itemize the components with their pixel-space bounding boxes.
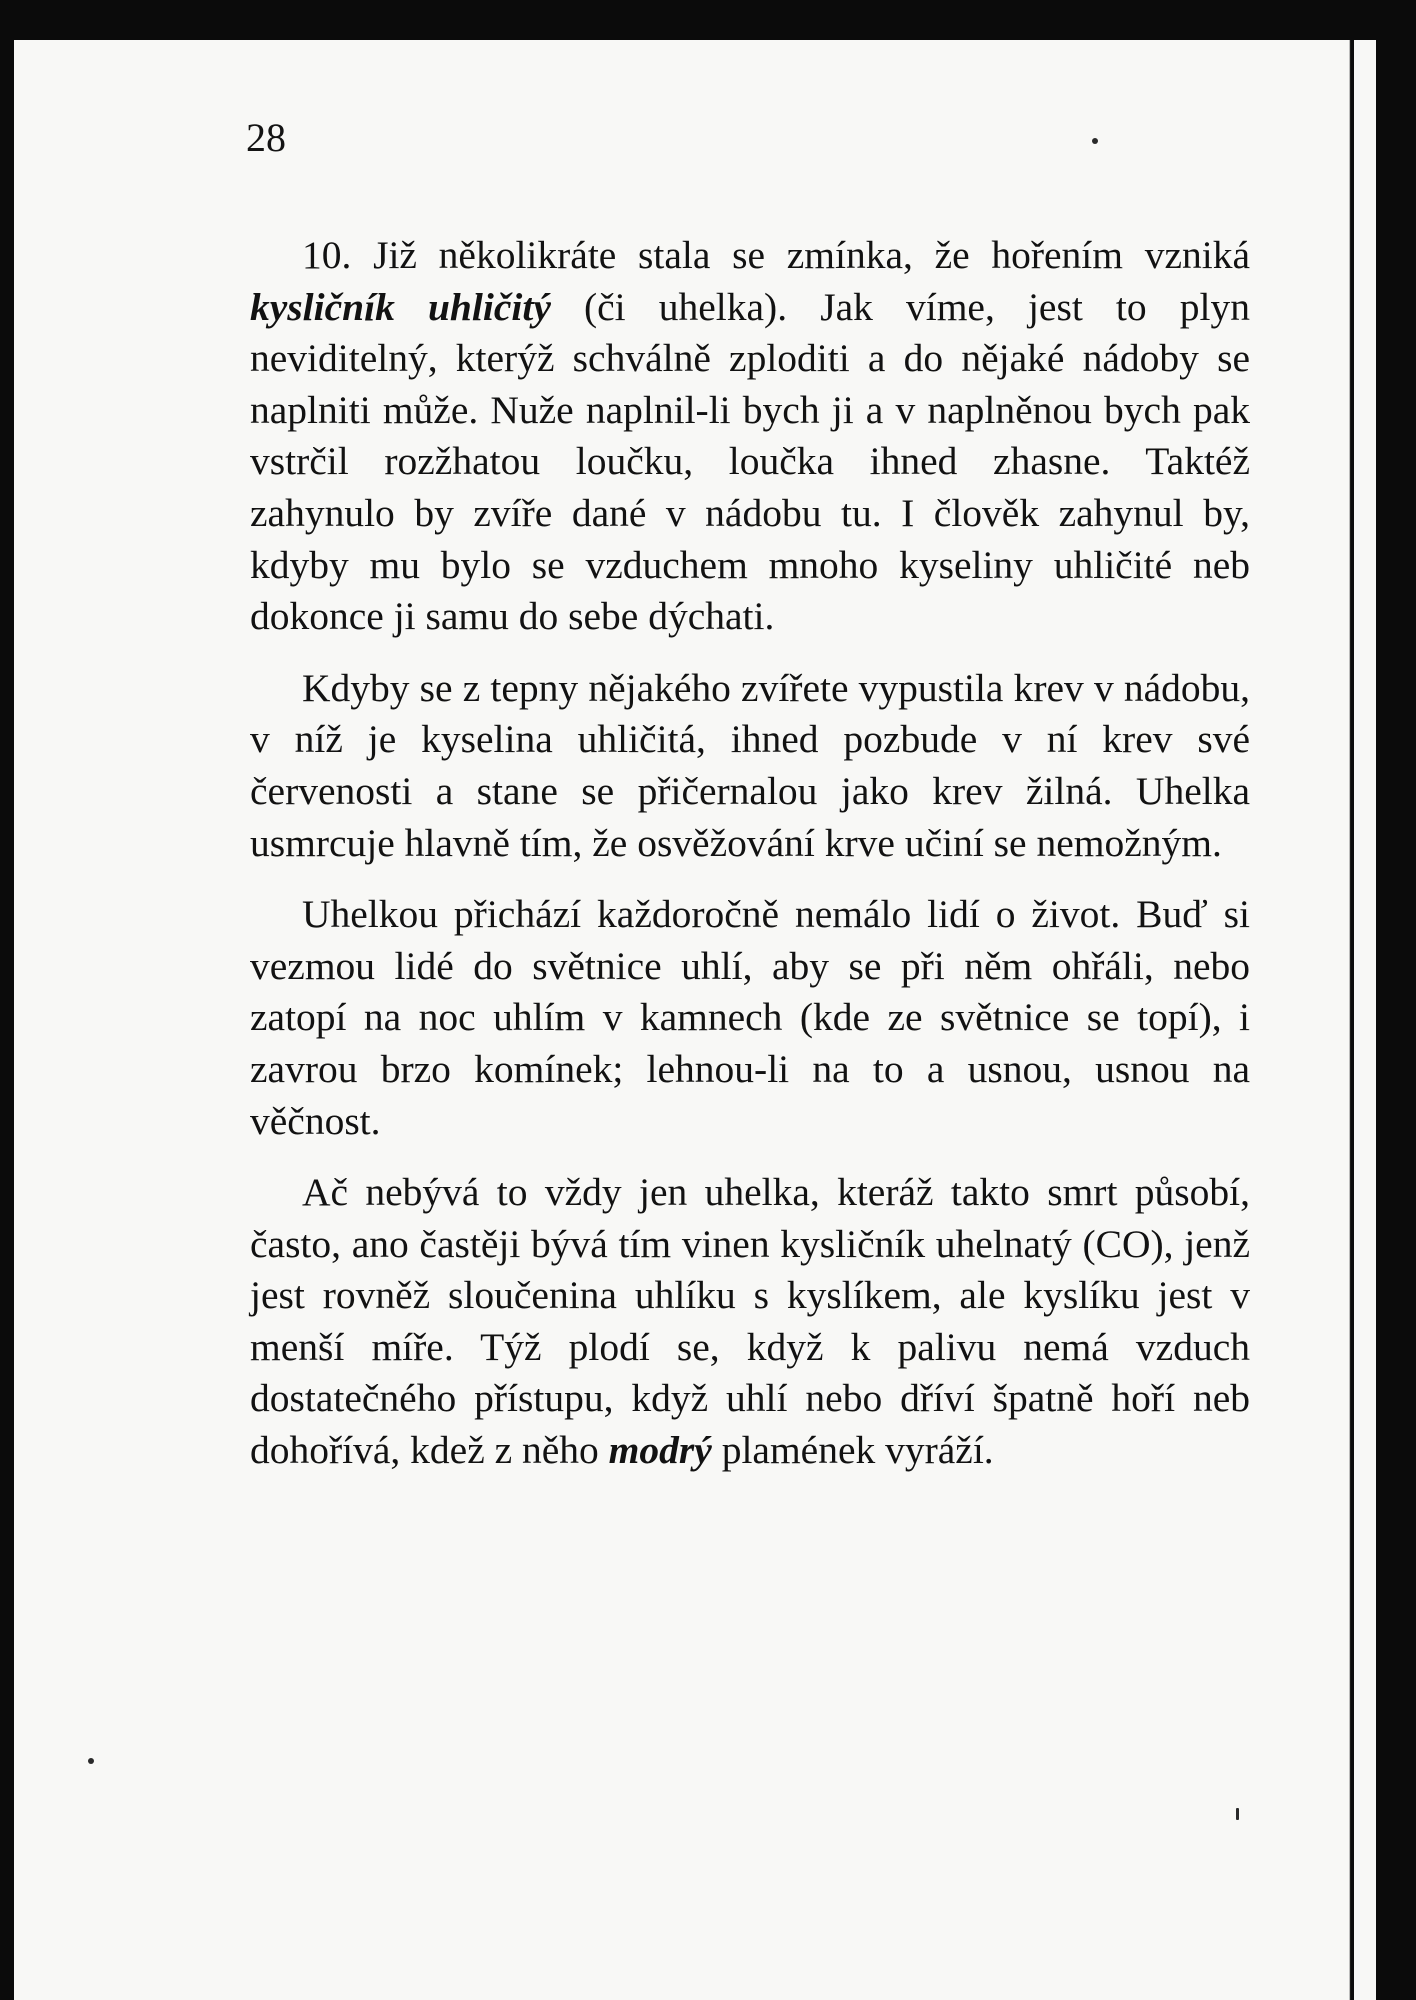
page-number: 28 [246, 115, 286, 160]
paragraph-4 [250, 1167, 1250, 1477]
paragraph-1-text-a: 10. Již několikráte stala se zmínka, že hořením vzniká [302, 233, 1250, 277]
page-text [250, 230, 1250, 1477]
paragraph-spacer [250, 869, 1250, 889]
paragraph-2: Kdyby se z tepny nějakého zvířete vypustila krev v nádobu, v níž je kyselina uhličitá, ihned pozbude v ní krev své červenosti a stane se přičernalou jako krev žilná. Uhelka usmrcuje hlavně tím, že osvěžování krve učiní se nemožným. [250, 665, 1250, 865]
book-page [14, 40, 1376, 2000]
print-speck [1236, 1808, 1239, 1820]
paragraph-spacer [250, 1147, 1250, 1167]
paragraph-1 [250, 230, 1250, 643]
paragraph-3: Uhelkou přichází každoročně nemálo lidí o život. Buď si vezmou lidé do světnice uhlí, aby se při něm ohřáli, nebo zatopí na noc uhlím v kamnech (kde ze světnice se topí), i zavrou brzo komínek; lehnou-li na to a usnou, usnou na věčnost. [250, 892, 1250, 1143]
paragraph-4-text-a: Ač nebývá to vždy jen uhelka, kteráž takto smrt působí, často, ano častěji bývá tím vinen kysličník uhelnatý (CO), jenž jest rovněž sloučenina uhlíku s kyslíkem, ale kyslíku jest v menší míře. Týž plodí se, když k palivu nemá vzduch dostatečného přístupu, když uhlí nebo dříví špatně hoří neb dohořívá, kdež z něho [250, 1170, 1250, 1473]
print-speck [88, 1758, 94, 1764]
paragraph-1-text-b: (či uhelka). Jak víme, jest to plyn neviditelný, kterýž schválně zploditi a do nějaké nádoby se naplniti může. Nuže naplnil-li bych ji a v naplněnou bych pak vstrčil rozžhatou loučku, loučka ihned zhasne. Taktéž zahynulo by zvíře dané v nádobu tu. I člověk zahynul by, kdyby mu bylo se vzduchem mnoho kyseliny uhličité neb dokonce ji samu do sebe dýchati. [250, 284, 1250, 639]
print-speck [1092, 138, 1098, 144]
paragraph-4-emphasis: modrý [608, 1428, 712, 1473]
paragraph-spacer [250, 643, 1250, 663]
paragraph-1-emphasis: kysličník uhličitý [250, 284, 551, 329]
paragraph-4-text-b: plamének vyráží. [711, 1428, 994, 1473]
page-gutter-shadow [1346, 40, 1354, 2000]
